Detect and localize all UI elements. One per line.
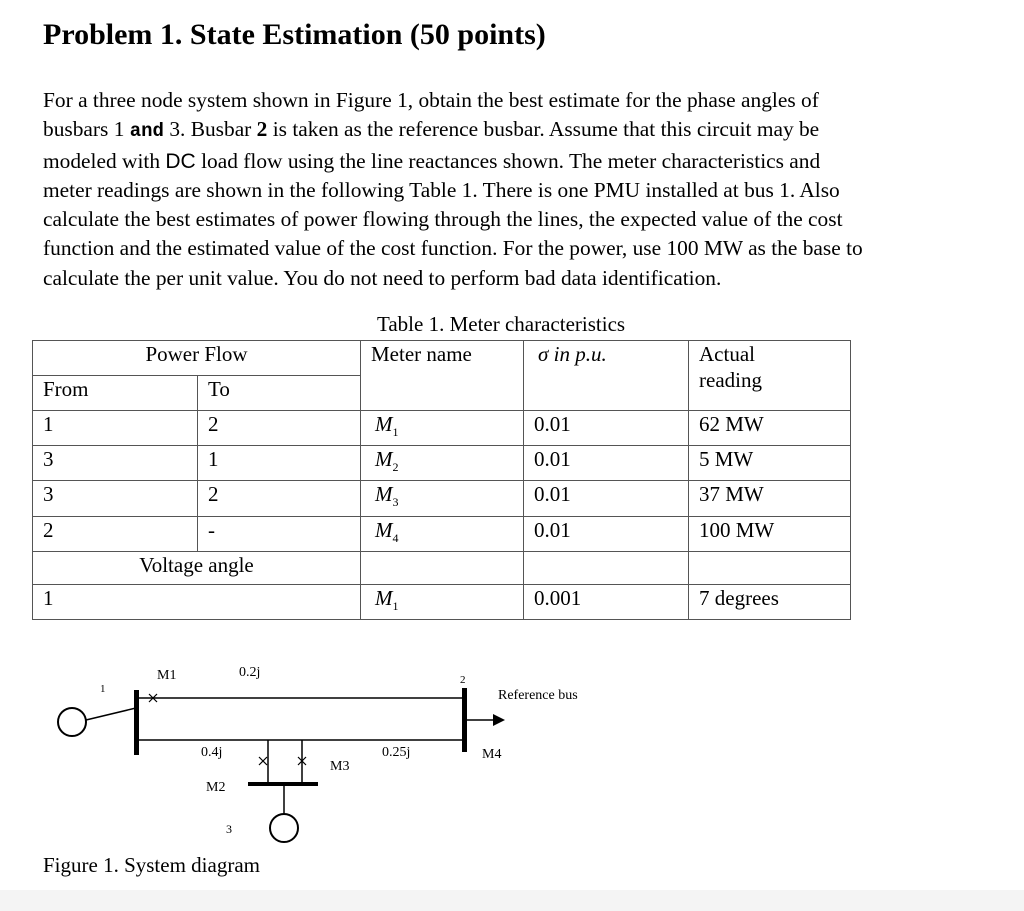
to-cell: - — [198, 516, 361, 551]
meter-letter: M — [375, 482, 393, 507]
actual-header-line2: reading — [699, 368, 762, 392]
text-span: busbars 1 — [43, 117, 130, 142]
reading-cell: 7 degrees — [689, 584, 851, 619]
label-x13: 0.4j — [201, 745, 223, 760]
reading-cell: 37 MW — [689, 481, 851, 516]
empty-cell — [361, 376, 524, 411]
meter-letter: M — [375, 447, 393, 472]
meter-letter: M — [375, 585, 393, 610]
bus-cell: 1 — [33, 584, 361, 619]
text-span: load flow using the line reactances shown. The meter characteristics and — [195, 148, 821, 173]
sigma-header-text: σ in p.u. — [538, 342, 607, 366]
sigma-cell: 0.01 — [524, 481, 689, 516]
generator-1-lead — [86, 708, 136, 720]
statement-line-2 — [43, 115, 1003, 146]
voltage-angle-label: Voltage angle — [33, 551, 361, 584]
system-diagram — [40, 650, 620, 850]
empty-cell — [524, 376, 689, 411]
from-header: From — [33, 376, 198, 411]
table-row — [33, 481, 851, 516]
problem-title: Problem 1. State Estimation (50 points) — [43, 18, 546, 51]
text-span: 3. Busbar — [163, 117, 257, 142]
label-m4: M4 — [482, 747, 502, 762]
meter-cell — [361, 516, 524, 551]
to-cell: 2 — [198, 411, 361, 446]
statement-line-4: meter readings are shown in the following Table 1. There is one PMU installed at bus 1. Also — [43, 177, 840, 202]
meter-subscript: 3 — [392, 495, 399, 510]
from-cell: 3 — [33, 446, 198, 481]
statement-line-7: calculate the per unit value. You do not need to perform bad data identification. — [43, 265, 722, 290]
label-m2: M2 — [206, 780, 226, 795]
actual-reading-header — [689, 341, 851, 411]
meter-subscript: 4 — [392, 530, 399, 545]
text-span: modeled with — [43, 148, 166, 173]
reading-cell: 5 MW — [689, 446, 851, 481]
meter-letter: M — [375, 412, 393, 436]
bottom-margin-strip — [0, 890, 1024, 911]
problem-statement — [43, 86, 1003, 293]
meter-label — [371, 447, 399, 475]
meter-cell — [361, 446, 524, 481]
and-keyword: and — [129, 120, 164, 143]
sigma-header — [524, 341, 689, 376]
bus-2-bar — [462, 688, 467, 752]
sigma-cell: 0.001 — [524, 584, 689, 619]
table-header-row — [33, 341, 851, 376]
meter-table — [32, 340, 851, 620]
meter-subscript: 2 — [392, 460, 399, 475]
meter-label — [371, 482, 399, 510]
table-row — [33, 516, 851, 551]
reference-arrow-icon — [493, 714, 505, 726]
to-header: To — [198, 376, 361, 411]
voltage-angle-section-row — [33, 551, 851, 584]
to-cell: 2 — [198, 481, 361, 516]
power-flow-header: Power Flow — [33, 341, 361, 376]
label-bus-1: 1 — [100, 683, 106, 695]
label-x23: 0.25j — [382, 745, 411, 760]
meter-label — [371, 517, 399, 545]
empty-cell — [689, 551, 851, 584]
statement-line-6: function and the estimated value of the cost function. For the power, use 100 MW as the base to — [43, 236, 863, 261]
sigma-cell: 0.01 — [524, 446, 689, 481]
text-span: is taken as the reference busbar. Assume that this circuit may be — [267, 117, 820, 142]
actual-header-line1: Actual — [699, 342, 755, 366]
meter-subscript: 1 — [392, 425, 399, 440]
table-row — [33, 446, 851, 481]
meter-cell — [361, 584, 524, 619]
sigma-cell: 0.01 — [524, 516, 689, 551]
meter-cell — [361, 481, 524, 516]
statement-line-5: calculate the best estimates of power flowing through the lines, the expected value of the cost — [43, 207, 843, 232]
bold-bus-number: 2 — [256, 117, 268, 142]
table-caption: Table 1. Meter characteristics — [377, 312, 626, 336]
meter-name-header: Meter name — [361, 341, 524, 376]
table-row — [33, 584, 851, 619]
label-m3: M3 — [330, 759, 350, 774]
empty-cell — [524, 551, 689, 584]
reading-cell: 62 MW — [689, 411, 851, 446]
meter-cell — [361, 411, 524, 446]
generator-1-icon — [58, 708, 86, 736]
to-cell: 1 — [198, 446, 361, 481]
generator-3-icon — [270, 814, 298, 842]
figure-caption: Figure 1. System diagram — [43, 853, 260, 877]
dc-text: DC — [165, 149, 196, 173]
statement-line-3 — [43, 147, 1003, 176]
label-bus-3: 3 — [226, 822, 232, 836]
from-cell: 2 — [33, 516, 198, 551]
table-row — [33, 411, 851, 446]
statement-line-1: For a three node system shown in Figure 1, obtain the best estimate for the phase angles of — [43, 88, 819, 112]
meter-m2-icon — [259, 757, 267, 765]
from-cell: 1 — [33, 411, 198, 446]
empty-cell — [361, 551, 524, 584]
meter-letter: M — [375, 517, 393, 542]
bus-3-bar — [248, 782, 318, 786]
label-x12: 0.2j — [239, 665, 261, 680]
reading-cell: 100 MW — [689, 516, 851, 551]
sigma-cell: 0.01 — [524, 411, 689, 446]
from-cell: 3 — [33, 481, 198, 516]
label-bus-2: 2 — [460, 674, 466, 686]
label-reference-bus: Reference bus — [498, 688, 578, 703]
meter-subscript: 1 — [392, 598, 399, 613]
meter-label — [371, 412, 399, 440]
meter-label — [371, 585, 399, 613]
label-m1: M1 — [157, 668, 177, 683]
bus-1-bar — [134, 690, 139, 755]
